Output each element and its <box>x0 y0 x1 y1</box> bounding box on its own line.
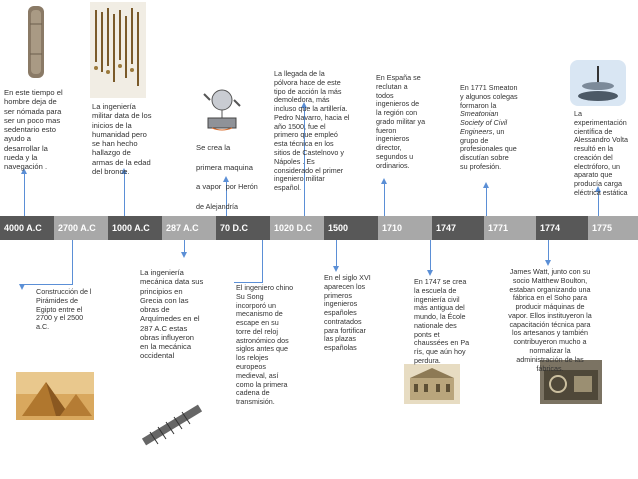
event-1747: En 1747 se crea la escuela de ingeniería civil más antigua del mundo, la École nationale des ponts et chaussées en Pa rís, que aún hoy perdura. <box>414 277 470 366</box>
pyramids-image <box>16 372 94 420</box>
steam-engine-image <box>200 86 244 132</box>
event-70dc-by: por Herón de Alejandría <box>196 182 258 211</box>
connector-2700-h <box>22 284 73 285</box>
connector-2700 <box>72 240 73 284</box>
connector-1020 <box>262 240 263 282</box>
event-1774: James Watt, junto con su socio Matthew Boulton, estaban organizando una fábrica en el Soho para producir máquinas de vapor. Ellos instituyeron la capacitación técnica para los artesanos y también contribuyeron mucho a normalizar la administración de las fábricas. <box>508 267 592 373</box>
timeline-label-1771: 1771 <box>484 216 536 240</box>
timeline-label-2700ac: 2700 A.C <box>54 216 108 240</box>
event-1020dc: El ingeniero chino Su Song incorporó un mecanismo de escape en su torre del reloj astronómico dos siglos antes que los relojes europeos medieval, así como la primera cadena de transmisión. <box>236 283 294 407</box>
millstone-image <box>16 4 56 82</box>
event-1771-society: Smeatonian Society of Civil Engineers <box>460 109 508 136</box>
ecole-building-image <box>404 364 460 404</box>
timeline-label-1000ac: 1000 A.C <box>108 216 162 240</box>
connector-1774 <box>548 240 549 262</box>
event-70dc-main: Se crea la primera maquina a vapor <box>196 143 253 192</box>
event-1000ac: La ingeniería militar data de los inicios de la humanidad pero se han hecho hallazgo de armas de la edad del bronce. <box>92 102 152 176</box>
arrow-1771 <box>483 182 489 188</box>
arrow-2700 <box>19 284 25 290</box>
event-1500-top: La llegada de la pólvora hace de este tipo de acción la más demoledora, más incluso que la artillería. Pedro Navarro, hacia el año 1500, fue el primero que empleó esta técnica en los sitios de Castelnovo y Nápoles . Es considerado el primer ingeniero militar español. <box>274 69 350 193</box>
connector-4000 <box>24 174 25 216</box>
connector-1710 <box>384 184 385 216</box>
event-70dc <box>196 136 258 214</box>
bronze-weapons-image <box>90 2 146 98</box>
timeline-label-4000ac: 4000 A.C <box>0 216 54 240</box>
timeline-label-1774: 1774 <box>536 216 588 240</box>
event-2700ac: Construcción de l Pirámides de Egipto entre el 2700 y el 2500 a.C. <box>36 287 92 332</box>
event-1775: La experimentación científica de Alessandro Volta resultó en la creación del electróforo, un aparato que producía carga eléctrica estática <box>574 109 628 198</box>
arrow-1774 <box>545 260 551 266</box>
event-1771-b: , un grupo de profesionales que discutían sobre su profesión. <box>460 126 517 172</box>
timeline-label-1020dc: 1020 D.C <box>270 216 324 240</box>
event-1771-a: En 1771 Smeaton y algunos colegas formaron la <box>460 83 518 110</box>
arrow-1747 <box>427 270 433 276</box>
timeline-label-287ac: 287 A.C <box>162 216 216 240</box>
event-287ac: La ingeniería mecánica data sus principios en Grecia con las obras de Arquímedes en el 287 A.C estas obras influyeron en la mecánica occidental <box>140 268 204 361</box>
timeline-label-70dc: 70 D.C <box>216 216 270 240</box>
connector-1000 <box>124 174 125 216</box>
archimedes-screw-image <box>138 402 208 446</box>
timeline-bar <box>0 216 638 240</box>
event-1710: En España se reclutan a todos ingenieros de la región con grado militar ya fueron ingenieros director, segundos u ordinarios. <box>376 73 426 170</box>
arrow-1710 <box>381 178 387 184</box>
event-1771 <box>460 84 518 172</box>
timeline-label-1775: 1775 <box>588 216 638 240</box>
connector-1747 <box>430 240 431 272</box>
electrophorus-image <box>570 60 626 106</box>
timeline-label-1710: 1710 <box>378 216 432 240</box>
timeline-label-1747: 1747 <box>432 216 484 240</box>
event-1500-bottom: En el siglo XVI aparecen los primeros ingenieros españoles contratados para fortificar las plazas españolas <box>324 273 371 353</box>
connector-1500-bottom <box>336 240 337 268</box>
timeline-label-1500: 1500 <box>324 216 378 240</box>
event-4000ac: En este tiempo el hombre deja de ser nómada para ser un poco mas sedentario esto ayudo a desarrollar la rueda y la navegación . <box>4 88 63 171</box>
connector-1771 <box>486 188 487 216</box>
arrow-287 <box>181 252 187 258</box>
arrow-1500-bottom <box>333 266 339 272</box>
